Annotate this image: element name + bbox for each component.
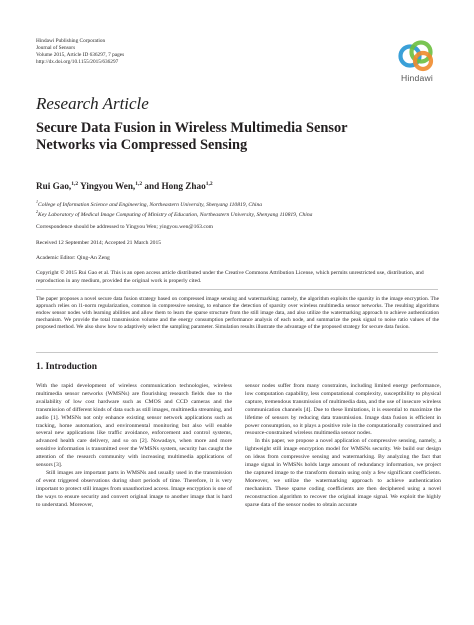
correspondence: Correspondence should be addressed to Yingyou Wen; yingyou.wen@163.com: [36, 224, 213, 230]
article-title: Secure Data Fusion in Wireless Multimedia Sensor Networks via Compressed Sensing: [36, 120, 348, 153]
article-type: Research Article: [36, 94, 149, 113]
received-accepted-dates: Received 12 September 2014; Accepted 21 March 2015: [36, 240, 162, 246]
journal-name: Journal of Sensors: [36, 45, 76, 51]
section-heading: 1. Introduction: [36, 362, 98, 372]
affiliation-2: [36, 208, 446, 219]
author-list: [36, 181, 213, 191]
paragraph: In this paper, we propose a novel application of compressive sensing, namely, a lightweight still image encryption model for WMSNs security. We build our design on ideas from compressive sensing and watermarking. By analyzing the fact that image signal in WMSNs holds large amount of redundancy information, we project the captured image to the transform domain using only a few significant coefficients. Moreover, we utilize the watermarking approach to achieve authentication mechanism. These sparse coding coefficients are then deciphered using a novel reconstruction algorithm to recover the original image signal. We exploit the highly sparse data of the sensor nodes to obtain accurate: [245, 438, 441, 508]
copyright-notice: Copyright © 2015 Rui Gao et al. This is an open access article distributed under the Creative Commons Attribution License, which permits unrestricted use, distribution, and reproduction in any medium, provided the original work is properly cited.: [36, 270, 424, 284]
paragraph: sensor nodes suffer from many constraints, including limited energy performance, low computation capability, less computational complexity, susceptibility to physical capture, tremendous transmission of multimedia data, and the use of insecure wireless communication channels [4]. Due to these limitations, it is essential to maximize the lifetime of sensors by reducing data transmission. Image data fusion is efficient in power consumption, so it plays a positive role in the computationally constrained and resource-constrained wireless multimedia sensor nodes.: [245, 383, 441, 437]
author-affiliation-mark: 1,2: [205, 181, 213, 187]
affiliation-mark: 2: [36, 209, 38, 214]
affiliation-text: College of Information Science and Engineering, Northeastern University, Shenyang 110819, China: [38, 201, 263, 208]
divider: [36, 289, 438, 290]
author-affiliation-mark: 1,2: [135, 181, 143, 187]
abstract: The paper proposes a novel secure data fusion strategy based on compressed image sensing and watermarking; namely, the algorithm exploits the sparsity in the image encryption. The approach relies on l1-norm regularization, common in compressive sensing, to enhance the detection of sparsity over wireless multimedia sensor networks. The resulting algorithms endow sensor nodes with learning abilities and allow them to learn the sparse structure from the still image data, and also utilize the watermarking approach to achieve authentication mechanism. We provide the total transmission volume and the energy consumption performance analysis of each node, and summarize the peak signal to noise ratio values of the proposed method. We also show how to adaptively select the sampling parameter. Simulation results illustrate the advantage of the proposed strategy for secure data fusion.: [36, 296, 439, 330]
affiliation-text: Key Laboratory of Medical Image Computing of Ministry of Education, Northeastern University, Shenyang 110819, China: [38, 211, 313, 218]
author-name: and Hong Zhao: [144, 181, 206, 192]
doi-link[interactable]: http://dx.doi.org/10.1155/2015/636297: [36, 59, 119, 65]
author-affiliation-mark: 1,2: [71, 181, 79, 187]
paragraph: With the rapid development of wireless communication technologies, wireless multimedia sensor networks (WMSNs) are flourishing research fields due to the availability of low cost hardware such as CMOS and CCD cameras and the transmission of different kinds of data such as still images, multimedia streaming, and audio [1]. WMSNs not only enhance existing sensor network applications such as tracking, home automation, and environmental monitoring but also will enable several new applications like traffic avoidance, enforcement and control systems, advanced health care delivery, and so on [2]. Nowadays, when more and more sensitive information is transmitted over the WMSNs system, security has caught the attention of the research community with increasing multimedia applications of sensors [3].: [36, 383, 232, 469]
intro-column-right: [245, 383, 441, 510]
publisher: Hindawi Publishing Corporation: [36, 38, 106, 44]
paragraph: Still images are important parts in WMSNs and usually used in the transmission of event triggered observations during short periods of time. Therefore, it is very important to protect still images from unauthorized access. Image encryption is one of the ways to ensure security and convert original image to another image that is hard to understand. Moreover,: [36, 469, 233, 508]
academic-editor: Academic Editor: Qing-An Zeng: [36, 255, 110, 261]
intro-column-left: [36, 383, 232, 510]
author-name: Yingyou Wen,: [80, 181, 136, 192]
affiliation-mark: 1: [36, 199, 38, 204]
author-name: Rui Gao,: [36, 181, 72, 192]
hindawi-logo-text: Hindawi: [401, 73, 433, 83]
volume-line: Volume 2015, Article ID 636297, 7 pages: [36, 52, 125, 58]
divider: [36, 352, 438, 353]
